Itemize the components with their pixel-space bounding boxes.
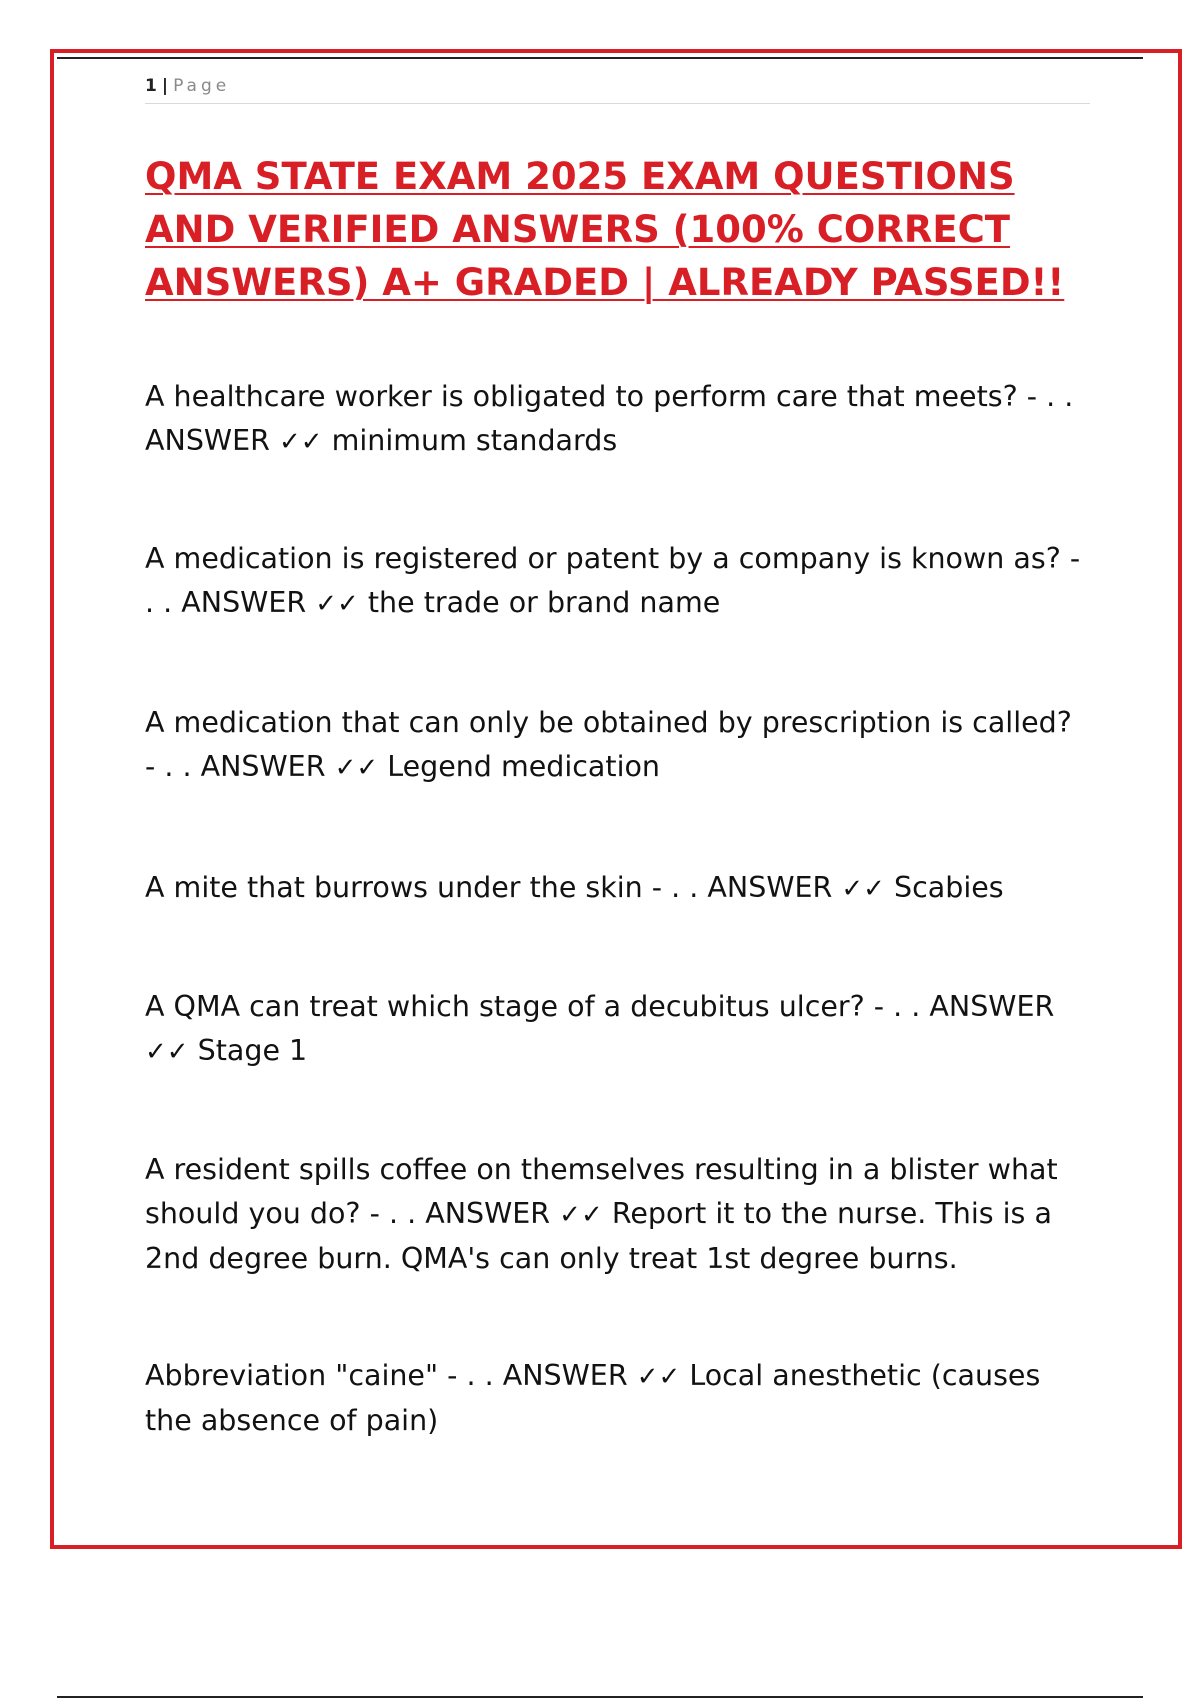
answer-text: Report it to the nurse. This is a 2nd degree burn. QMA's can only treat 1st degree burns. — [145, 1197, 1052, 1275]
qa-item — [145, 1148, 1090, 1281]
qa-item — [145, 537, 1090, 626]
qa-item — [145, 701, 1090, 790]
answer-text: Stage 1 — [197, 1034, 308, 1067]
question-text: A medication is registered or patent by a company is known as? - . . — [145, 542, 1081, 619]
answer-text: minimum standards — [331, 424, 618, 457]
double-check-icon: ✓✓ — [559, 1200, 603, 1230]
question-text: A medication that can only be obtained by prescription is called? - . . — [145, 706, 1072, 783]
document-title: QMA STATE EXAM 2025 EXAM QUESTIONS AND VERIFIED ANSWERS (100% CORRECT ANSWERS) A+ GRADED | ALREADY PASSED!! — [145, 155, 1065, 304]
answer-text: Local anesthetic (causes the absence of pain) — [145, 1359, 1041, 1437]
page-header — [145, 75, 1090, 104]
qa-list — [145, 375, 1090, 1443]
answer-text: Scabies — [894, 871, 1004, 904]
double-check-icon: ✓✓ — [315, 589, 359, 619]
page-separator: | — [161, 76, 169, 96]
question-text: A resident spills coffee on themselves resulting in a blister what should you do? - . . — [145, 1153, 1058, 1230]
double-check-icon: ✓✓ — [334, 753, 379, 783]
answer-label: ANSWER — [145, 424, 270, 457]
top-rule — [57, 57, 1143, 59]
qa-item — [145, 985, 1090, 1074]
answer-label: ANSWER — [929, 990, 1055, 1023]
double-check-icon: ✓✓ — [145, 1037, 189, 1067]
answer-label: ANSWER — [707, 871, 833, 904]
question-text: A QMA can treat which stage of a decubitus ulcer? - . . — [145, 990, 921, 1023]
page-label: Page — [173, 76, 231, 96]
qa-item — [145, 1354, 1090, 1443]
page-number: 1 — [145, 76, 157, 96]
qa-item — [145, 866, 1090, 911]
answer-label: ANSWER — [425, 1197, 551, 1230]
question-text: A healthcare worker is obligated to perform care that meets? - . . — [145, 380, 1074, 413]
answer-text: the trade or brand name — [367, 586, 721, 619]
answer-label: ANSWER — [200, 750, 326, 783]
question-text: Abbreviation "caine" - . . — [145, 1359, 494, 1392]
double-check-icon: ✓✓ — [841, 874, 885, 904]
double-check-icon: ✓✓ — [278, 427, 323, 457]
question-text: A mite that burrows under the skin - . . — [145, 871, 699, 904]
qa-item — [145, 375, 1090, 464]
bottom-rule — [57, 1696, 1143, 1698]
answer-text: Legend medication — [387, 750, 660, 783]
answer-label: ANSWER — [502, 1359, 628, 1392]
answer-label: ANSWER — [181, 586, 307, 619]
double-check-icon: ✓✓ — [636, 1362, 681, 1392]
